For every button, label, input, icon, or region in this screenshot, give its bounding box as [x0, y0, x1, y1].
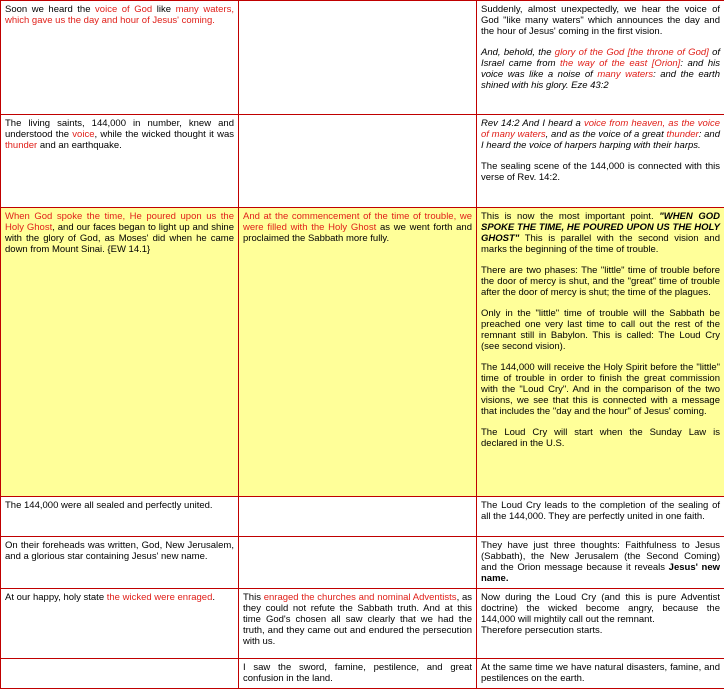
cell-paragraph	[481, 540, 720, 584]
commentary-cell	[477, 537, 724, 589]
text-run: Therefore persecution starts.	[481, 625, 603, 636]
cell-paragraph	[481, 427, 720, 449]
text-run: The Loud Cry leads to the completion of the sealing of all the 144,000. They are perfectly united in one faith.	[481, 500, 720, 522]
cell-paragraph	[481, 500, 720, 522]
table-row	[1, 208, 724, 497]
text-run: Rev 14:2 And I heard a	[481, 118, 584, 129]
cell-paragraph	[481, 592, 720, 636]
text-run: I saw the sword, famine, pestilence, and great confusion in the land.	[243, 662, 472, 684]
text-run: The Loud Cry will start when the Sunday Law is declared in the U.S.	[481, 427, 720, 449]
text-run: Soon we heard the	[5, 4, 96, 15]
text-run: voice	[72, 129, 95, 140]
comparison-table-body	[1, 1, 724, 689]
table-row	[1, 589, 724, 659]
cell-paragraph	[481, 211, 720, 255]
cell-paragraph	[5, 4, 234, 26]
text-run: At our happy, holy state	[5, 592, 107, 603]
text-run: This is parallel with the second vision and marks the beginning of the time of trouble.	[481, 233, 720, 255]
text-run: Suddenly, almost unexpectedly, we hear the voice of God "like many waters" which announces the day and the hour of Jesus' coming in the first vision.	[481, 4, 720, 37]
text-run: , while the wicked thought it was	[94, 129, 234, 140]
commentary-cell	[477, 1, 724, 115]
quote-cell	[1, 208, 239, 497]
parallel-quote-cell	[239, 115, 477, 208]
text-run: [the throne of God]	[627, 47, 709, 58]
text-run: Only in the "little" time of trouble will the Sabbath be preached one very last time to call out the rest of the remnant still in Babylon. This is called: The Loud Cry (see second vision).	[481, 308, 720, 352]
quote-cell	[1, 537, 239, 589]
commentary-cell	[477, 115, 724, 208]
parallel-quote-cell	[239, 1, 477, 115]
cell-paragraph	[481, 265, 720, 298]
cell-paragraph	[243, 592, 472, 647]
commentary-cell	[477, 659, 724, 689]
text-run: At the same time we have natural disasters, famine, and pestilences on the earth.	[481, 662, 720, 684]
text-run: The 144,000 were all sealed and perfectly united.	[5, 500, 213, 511]
quote-cell	[1, 115, 239, 208]
cell-paragraph	[5, 118, 234, 151]
text-run: , and our faces began to light up and shine with the glory of God, as Moses' did when he came down from Mount Sinai. {EW 14.1}	[5, 222, 234, 255]
table-row	[1, 497, 724, 537]
text-run: This is now the most important point.	[481, 211, 660, 222]
parallel-quote-cell	[239, 659, 477, 689]
text-run: .	[212, 592, 216, 603]
text-run: On their foreheads was written, God, New Jerusalem, and a glorious star containing Jesus' new name.	[5, 540, 234, 562]
table-row	[1, 659, 724, 689]
cell-paragraph	[5, 211, 234, 255]
text-run: This	[243, 592, 264, 603]
text-run: and an earthquake.	[37, 140, 122, 151]
text-run: glory of the God	[554, 47, 625, 58]
text-run: The 144,000 will receive the Holy Spirit before the "little" time of trouble in order to finish the great commission with the "Loud Cry". And in the comparison of the two visions, we see that this is connected with a message that includes the "day and the hour" of Jesus' coming.	[481, 362, 720, 417]
text-run: like	[152, 4, 176, 15]
cell-paragraph	[481, 4, 720, 37]
text-run: And, behold, the	[481, 47, 555, 58]
text-run: of Israel came from	[481, 47, 721, 69]
text-run: , and as the voice of a great	[545, 129, 667, 140]
text-run: There are two phases: The "little" time of trouble before the door of mercy is shut, and the "great" time of trouble after the door of mercy is shut; the time of the plagues.	[481, 265, 720, 298]
quote-cell	[1, 1, 239, 115]
text-run: : and his voice was like a noise of	[481, 58, 720, 80]
text-run: the way of the east [Orion]	[560, 58, 681, 69]
parallel-quote-cell	[239, 497, 477, 537]
text-run: many waters	[597, 69, 654, 80]
cell-paragraph	[481, 161, 720, 183]
text-run: When God spoke the time, He poured upon us the Holy Ghost	[5, 211, 234, 233]
commentary-cell	[477, 208, 724, 497]
text-run: The living saints, 144,000 in number, knew and understood the	[5, 118, 234, 140]
text-run: , as they could not refute the Sabbath truth. And at this time God's chosen all saw clearly that we had the truth, and they came out and endured the persecution with us.	[243, 592, 472, 647]
text-run: Now during the Loud Cry (and this is pure Adventist doctrine) the wicked become angry, because the 144,000 will mightily call out the remnant.	[481, 592, 720, 625]
text-run: as we went forth and proclaimed the Sabbath more fully.	[243, 222, 472, 244]
text-run: thunder	[666, 129, 699, 140]
text-run: many waters, which gave us the day and hour of Jesus' coming.	[5, 4, 234, 26]
table-row	[1, 115, 724, 208]
quote-cell	[1, 659, 239, 689]
cell-paragraph	[481, 47, 720, 91]
cell-paragraph	[5, 592, 234, 603]
cell-paragraph	[481, 662, 720, 684]
cell-paragraph	[5, 540, 234, 562]
cell-paragraph	[481, 308, 720, 352]
cell-paragraph	[243, 662, 472, 684]
text-run: thunder	[5, 140, 38, 151]
cell-paragraph	[481, 118, 720, 151]
commentary-cell	[477, 589, 724, 659]
cell-paragraph	[243, 211, 472, 244]
cell-paragraph	[481, 362, 720, 417]
text-run: voice from heaven, as the voice of many waters	[481, 118, 720, 140]
commentary-cell	[477, 497, 724, 537]
text-run: the wicked were enraged	[106, 592, 213, 603]
text-run: "WHEN GOD SPOKE THE TIME, HE POURED UPON US THE HOLY GHOST"	[481, 211, 721, 244]
text-run: enraged the churches and nominal Adventists	[263, 592, 457, 603]
quote-cell	[1, 589, 239, 659]
text-run: : and I heard the voice of harpers harping with their harps.	[481, 129, 720, 151]
cell-paragraph	[5, 500, 234, 511]
text-run: Jesus' new name.	[481, 562, 720, 584]
text-run: The sealing scene of the 144,000 is connected with this verse of Rev. 14:2.	[481, 161, 720, 183]
parallel-quote-cell	[239, 537, 477, 589]
text-run: : and the earth shined with his glory. Eze 43:2	[481, 69, 720, 91]
parallel-quote-cell	[239, 208, 477, 497]
table-row	[1, 537, 724, 589]
quote-cell	[1, 497, 239, 537]
text-run: voice of God	[95, 4, 153, 15]
parallel-quote-cell	[239, 589, 477, 659]
text-run: And at the commencement of the time of trouble, we were filled with the Holy Ghost	[243, 211, 472, 233]
text-run: They have just three thoughts: Faithfulness to Jesus (Sabbath), the New Jerusalem (the Second Coming) and the Orion message because it reveals	[481, 540, 720, 573]
table-row	[1, 1, 724, 115]
